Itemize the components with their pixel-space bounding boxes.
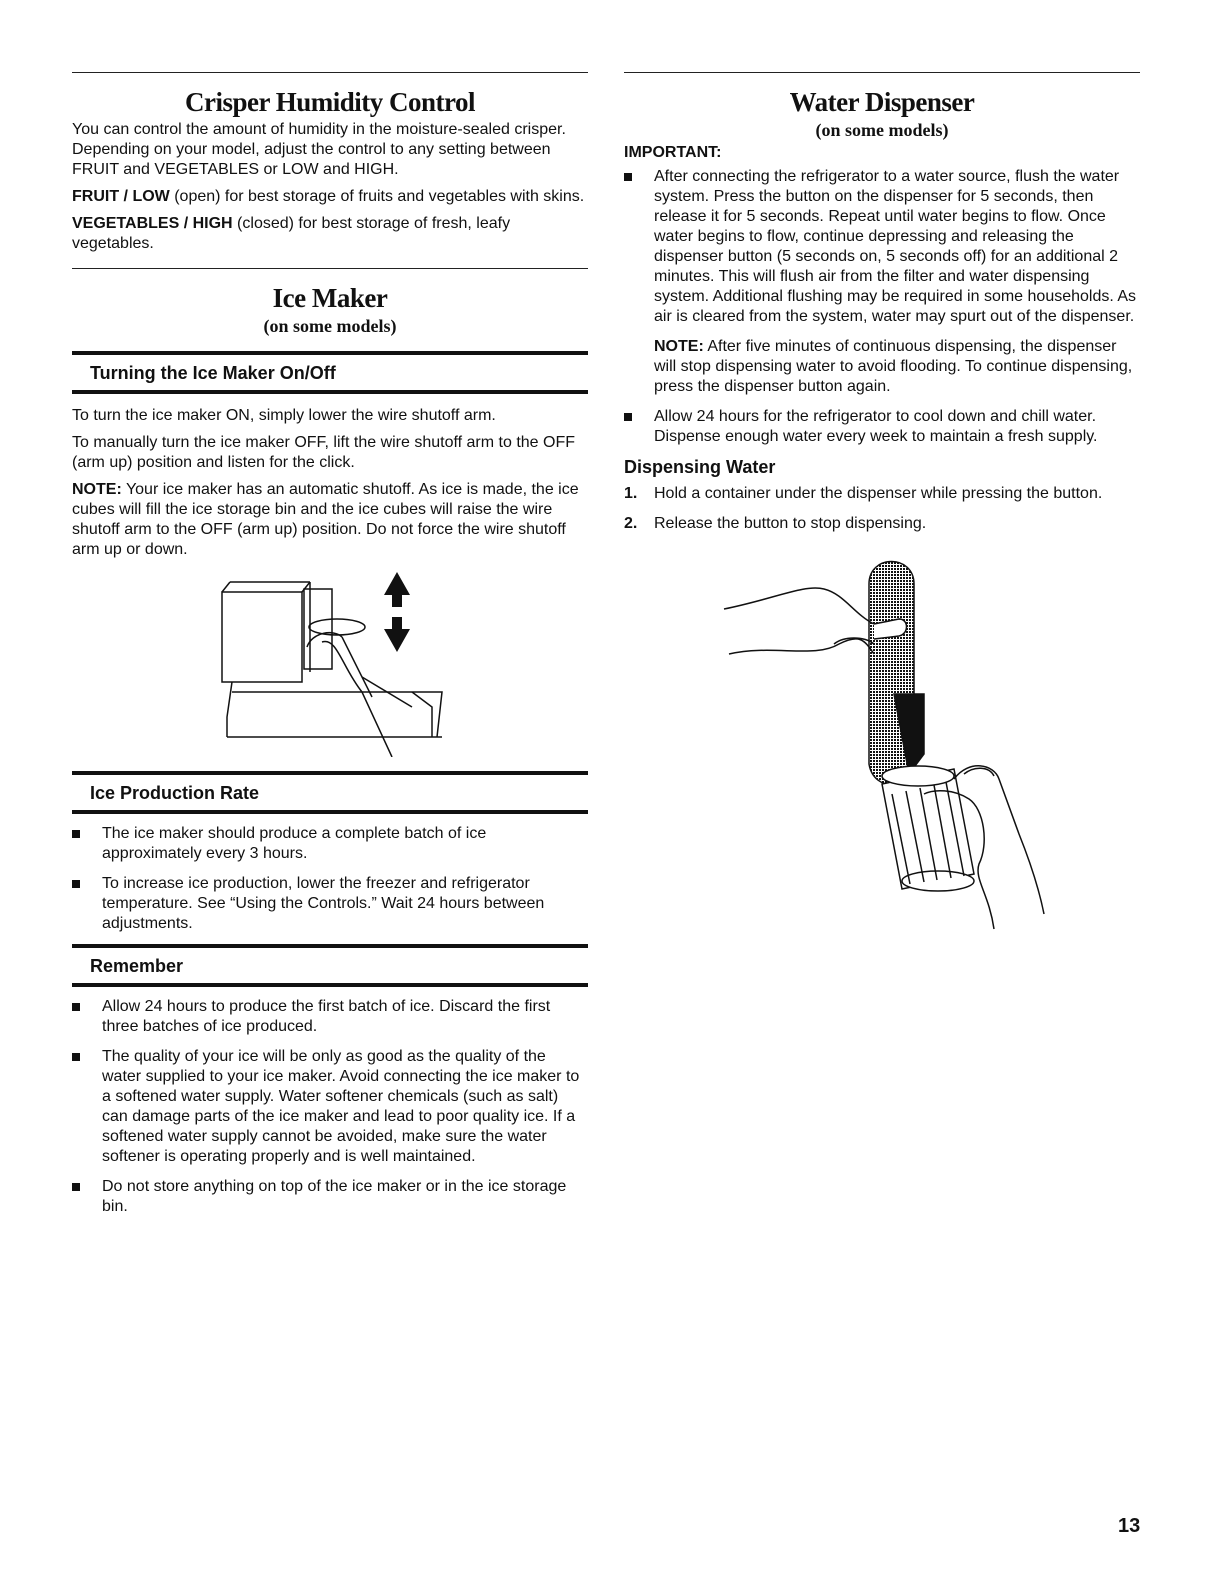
rate-section-header — [72, 771, 588, 814]
note-label: NOTE: — [72, 481, 122, 498]
onoff-p1: To turn the ice maker ON, simply lower the wire shutoff arm. — [72, 407, 496, 424]
arrow-down-icon — [384, 617, 410, 652]
fruit-text: (open) for best storage of fruits and vegetables with skins. — [169, 188, 585, 205]
ice-maker-subheading: (on some models) — [263, 316, 397, 336]
left-column — [72, 72, 588, 1227]
dispensing-steps — [624, 484, 1140, 534]
bullet-icon — [624, 173, 632, 181]
bullet-icon — [72, 1183, 80, 1191]
divider — [72, 810, 588, 814]
rate-title: Ice Production Rate — [90, 783, 260, 803]
step-number: 2. — [624, 515, 638, 532]
list-item-text: Do not store anything on top of the ice maker or in the ice storage bin. — [102, 1178, 567, 1215]
list-item — [624, 484, 1140, 504]
note-text: Your ice maker has an automatic shutoff. As ice is made, the ice cubes will fill the ice storage bin and the ice cubes will raise the wire shutoff arm to the OFF (arm up) position. Do not force the wire shutoff arm up or down. — [72, 481, 579, 558]
onoff-section-header — [72, 351, 588, 394]
bullet-icon — [72, 830, 80, 838]
list-item-text: Allow 24 hours for the refrigerator to cool down and chill water. Dispense enough water every week to maintain a fresh supply. — [654, 408, 1098, 445]
list-item — [624, 514, 1140, 534]
crisper-fruit-paragraph — [72, 187, 588, 207]
water-dispenser-illustration — [624, 544, 1140, 944]
crisper-veg-paragraph — [72, 214, 588, 254]
list-item — [72, 1047, 588, 1167]
water-list — [624, 167, 1140, 447]
water-heading: Water Dispenser — [789, 87, 975, 117]
crisper-heading: Crisper Humidity Control — [184, 87, 475, 117]
water-subheading: (on some models) — [815, 120, 949, 140]
page-number: 13 — [1118, 1515, 1141, 1537]
remember-section-header — [72, 944, 588, 987]
bullet-icon — [72, 1053, 80, 1061]
list-item — [72, 997, 588, 1037]
list-item-text: After connecting the refrigerator to a water source, flush the water system. Press the button on the dispenser for 5 seconds, then release it for 5 seconds. Repeat until water begins to flow. Once water begins to flow, continue depressing and releasing the dispenser button (5 seconds on, 5 seconds off) for an additional 2 minutes. This will flush air from the filter and water dispensing system. Additional flushing may be required in some households. As air is cleared from the system, water may spurt out of the dispenser. — [654, 168, 1137, 325]
step-text: Hold a container under the dispenser while pressing the button. — [654, 485, 1103, 502]
arrow-up-icon — [384, 572, 410, 607]
dispensing-title: Dispensing Water — [624, 457, 776, 477]
bullet-icon — [72, 880, 80, 888]
step-number: 1. — [624, 485, 638, 502]
ice-maker-illustration — [72, 567, 588, 757]
right-column — [624, 72, 1140, 944]
step-text: Release the button to stop dispensing. — [654, 515, 927, 532]
list-item — [72, 824, 588, 864]
list-item — [72, 874, 588, 934]
ice-maker-heading: Ice Maker — [272, 283, 388, 313]
onoff-title: Turning the Ice Maker On/Off — [90, 363, 336, 383]
fruit-label: FRUIT / LOW — [72, 188, 170, 205]
divider — [72, 390, 588, 394]
list-item — [72, 1177, 588, 1217]
bullet-icon — [624, 413, 632, 421]
onoff-p2: To manually turn the ice maker OFF, lift the wire shutoff arm to the OFF (arm up) position and listen for the click. — [72, 434, 575, 471]
note-text: After five minutes of continuous dispensing, the dispenser will stop dispensing water to avoid flooding. To continue dispensing, press the dispenser button again. — [654, 338, 1133, 395]
list-item-text: Allow 24 hours to produce the first batch of ice. Discard the first three batches of ice produced. — [102, 998, 551, 1035]
remember-list — [72, 997, 588, 1217]
list-item — [624, 167, 1140, 397]
crisper-intro: You can control the amount of humidity in the moisture-sealed crisper. Depending on your model, adjust the control to any setting between FRUIT and VEGETABLES or LOW and HIGH. — [72, 121, 566, 178]
note-label: NOTE: — [654, 338, 704, 355]
list-item-text: The ice maker should produce a complete batch of ice approximately every 3 hours. — [102, 825, 487, 862]
bullet-icon — [72, 1003, 80, 1011]
water-note — [654, 337, 1140, 397]
rate-list — [72, 824, 588, 934]
list-item-text: To increase ice production, lower the freezer and refrigerator temperature. See “Using the Controls.” Wait 24 hours between adjustments. — [102, 875, 545, 932]
divider — [72, 72, 588, 73]
divider — [72, 983, 588, 987]
onoff-note — [72, 480, 588, 560]
list-item — [624, 407, 1140, 447]
veg-label: VEGETABLES / HIGH — [72, 215, 233, 232]
veg-text: (closed) for best storage of fresh, leafy vegetables. — [72, 215, 511, 252]
important-label: IMPORTANT: — [624, 144, 722, 161]
remember-title: Remember — [90, 956, 184, 976]
divider — [72, 268, 588, 269]
list-item-text: The quality of your ice will be only as good as the quality of the water supplied to your ice maker. Avoid connecting the ice maker to a softened water supply. Water softener chemicals (such as salt) can damage parts of the ice maker and lead to poor quality ice. If a softened water supply cannot be avoided, make sure the water softener is operating properly and is well maintained. — [102, 1048, 580, 1165]
divider — [624, 72, 1140, 73]
